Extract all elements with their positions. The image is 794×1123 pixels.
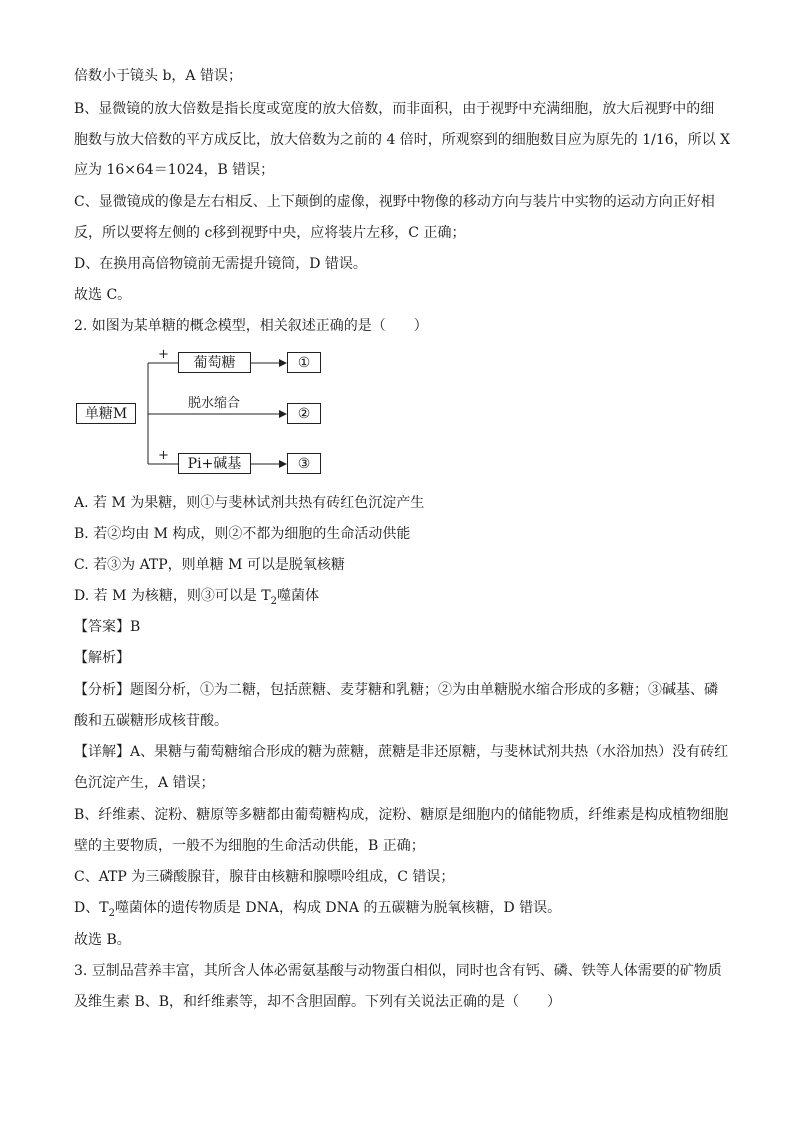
- detail-d-text-end: 噬菌体的遗传物质是 DNA，构成 DNA 的五碳糖为脱氧核糖，D 错误。: [114, 900, 562, 916]
- detail-d-subscript: 2: [108, 907, 115, 919]
- prev-solution-conclusion: 故选 C。: [74, 287, 132, 303]
- detail-d-text: D、T: [74, 900, 109, 916]
- option-b: B. 若②均由 M 构成，则②不都为细胞的生命活动供能: [74, 526, 411, 542]
- question-3-stem: 3. 豆制品营养丰富，其所含人体必需氨基酸与动物蛋白相似，同时也含有钙、磷、铁等人体需要的矿物质: [74, 963, 722, 979]
- option-d-text-end: 噬菌体: [277, 588, 320, 604]
- monosaccharide-concept-diagram: [76, 347, 326, 482]
- analysis-tag: 【解析】: [74, 650, 130, 666]
- question-2-conclusion: 故选 B。: [74, 932, 131, 948]
- prev-solution-line: B、显微镜的放大倍数是指长度或宽度的放大倍数，而非面积，由于视野中充满细胞，放大后视野中的细: [74, 101, 715, 117]
- option-d-text: D. 若 M 为核糖，则③可以是 T: [74, 588, 271, 604]
- detail-line: B、纤维素、淀粉、糖原等多糖都由葡萄糖构成，淀粉、糖原是细胞内的储能物质，纤维素是构成植物细胞: [74, 807, 729, 823]
- result-box-3: ③: [287, 453, 321, 474]
- detail-line-d: [74, 898, 734, 924]
- prev-solution-line: C、显微镜成的像是左右相反、上下颠倒的虚像，视野中物像的移动方向与装片中实物的运动方向正好相: [74, 194, 715, 210]
- dehydration-label: 脱水缩合: [188, 396, 241, 411]
- phosphate-base-box: Pi+碱基: [178, 453, 251, 474]
- detail-line: 色沉淀产生，A 错误；: [74, 775, 215, 791]
- question-2-stem: 2. 如图为某单糖的概念模型，相关叙述正确的是（ ）: [74, 318, 428, 334]
- result-box-2: ②: [287, 403, 321, 424]
- answer-line: 【答案】B: [74, 619, 141, 635]
- prev-solution-line: 应为 16×64＝1024，B 错误；: [74, 162, 275, 178]
- prev-solution-line: 倍数小于镜头 b，A 错误；: [74, 68, 242, 84]
- option-c: C. 若③为 ATP，则单糖 M 可以是脱氧核糖: [74, 557, 345, 573]
- prev-solution-line: D、在换用高倍物镜前无需提升镜筒，D 错误。: [74, 256, 367, 272]
- option-d-subscript: 2: [270, 595, 278, 607]
- prev-solution-line: 反，所以要将左侧的 c移到视野中央，应将装片左移，C 正确；: [74, 225, 466, 241]
- option-d: [74, 586, 734, 612]
- question-3-stem: 及维生素 B、B，和纤维素等，却不含胆固醇。下列有关说法正确的是（ ）: [74, 994, 562, 1010]
- option-a: A. 若 M 为果糖，则①与斐林试剂共热有砖红色沉淀产生: [74, 495, 425, 511]
- source-monosaccharide-box: 单糖M: [76, 403, 136, 424]
- analysis-line: 酸和五碳糖形成核苷酸。: [74, 713, 228, 729]
- plus-sign-top: +: [158, 347, 169, 362]
- detail-line: 壁的主要物质，一般不为细胞的生命活动供能，B 正确；: [74, 838, 425, 854]
- detail-line: 【详解】A、果糖与葡萄糖缩合形成的糖为蔗糖，蔗糖是非还原糖，与斐林试剂共热（水浴加热）没有砖红: [74, 744, 729, 760]
- analysis-line: 【分析】题图分析，①为二糖，包括蔗糖、麦芽糖和乳糖；②为由单糖脱水缩合形成的多糖；③碱基、磷: [74, 682, 718, 698]
- prev-solution-line: 胞数与放大倍数的平方成反比，放大倍数为之前的 4 倍时，所观察到的细胞数目应为原先的 1/16，所以 X: [74, 132, 731, 148]
- result-box-1: ①: [287, 352, 321, 373]
- detail-line: C、ATP 为三磷酸腺苷，腺苷由核糖和腺嘌呤组成，C 错误；: [74, 869, 455, 885]
- plus-sign-bottom: +: [158, 448, 169, 463]
- glucose-box: 葡萄糖: [178, 352, 251, 373]
